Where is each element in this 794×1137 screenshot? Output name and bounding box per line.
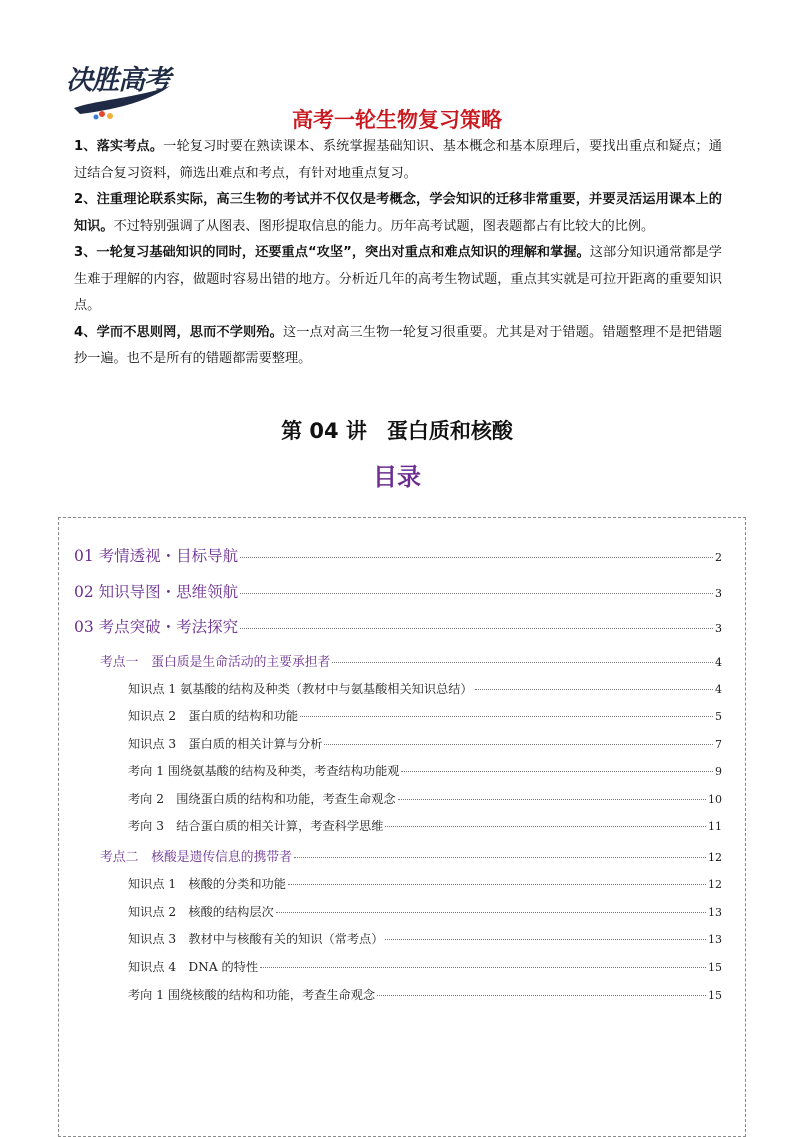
- strategy-text: 这一点对高三生物一轮复习很重要。尤其是对于错题。错题整理不是把错题抄一遍。也不是所有的错题都需要整理。: [74, 324, 722, 366]
- toc-entry-label: 考向 1 围绕核酸的结构和功能，考查生命观念: [128, 988, 376, 1002]
- toc-entry[interactable]: [100, 651, 722, 670]
- lecture-name: 蛋白质和核酸: [386, 419, 513, 443]
- toc-entry[interactable]: [128, 930, 722, 947]
- toc-leader-dots: [475, 689, 713, 690]
- strategy-text: 不过特别强调了从图表、图形提取信息的能力。历年高考试题，图表题都占有比较大的比例。: [113, 218, 655, 234]
- toc-entry[interactable]: [128, 958, 722, 975]
- toc-entry-label: 考向 2 围绕蛋白质的结构和功能，考查生命观念: [128, 792, 396, 806]
- toc-leader-dots: [240, 628, 713, 629]
- toc-entry[interactable]: [74, 615, 722, 637]
- toc-entry-label: 考点二 核酸是遗传信息的携带者: [100, 850, 292, 865]
- strategy-text: 一轮复习时要在熟读课本、系统掌握基础知识、基本概念和基本原理后，要找出重点和疑点；通过结合复习资料，筛选出难点和考点，有针对地重点复习。: [74, 139, 722, 181]
- strategy-text: 这部分知识通常都是学生难于理解的内容，做题时容易出错的地方。分析近几年的高考生物试题，重点其实就是可拉开距离的重要知识点。: [74, 245, 722, 313]
- toc-entry-label: 考向 3 结合蛋白质的相关计算，考查科学思维: [128, 819, 384, 833]
- toc-leader-dots: [260, 967, 706, 968]
- toc-entry-label: 知识点 2 蛋白质的结构和功能: [128, 709, 299, 723]
- toc-entry-page: 4: [715, 656, 722, 669]
- strategy-paragraph: [74, 187, 722, 240]
- toc-entry-page: 2: [715, 551, 722, 564]
- toc-leader-dots: [401, 771, 713, 772]
- toc-entry[interactable]: [128, 790, 722, 807]
- toc-entry-label: 01 考情透视・目标导航: [74, 547, 239, 565]
- strategy-heading: 2、注重理论联系实际，高三生物的考试并不仅仅是考概念，学会知识的迁移非常重要，并要灵活运用课本上的知识。: [74, 192, 722, 234]
- strategy-heading: 1、落实考点。: [74, 139, 164, 154]
- toc-entry-label: 知识点 3 教材中与核酸有关的知识（常考点）: [128, 932, 384, 946]
- toc-leader-dots: [398, 799, 706, 800]
- toc-entry-label: 02 知识导图・思维领航: [74, 583, 239, 601]
- toc-entry[interactable]: [100, 846, 722, 865]
- lecture-title: [0, 415, 794, 445]
- lecture-number: 第 04 讲: [281, 419, 367, 443]
- strategy-paragraph: [74, 320, 722, 373]
- toc-leader-dots: [332, 662, 713, 663]
- toc-entry-label: 知识点 1 核酸的分类和功能: [128, 877, 286, 891]
- toc-entry-label: 03 考点突破・考法探究: [74, 618, 239, 636]
- toc-leader-dots: [288, 884, 706, 885]
- toc-entry-page: 3: [715, 622, 722, 635]
- toc-leader-dots: [324, 744, 713, 745]
- toc-entry[interactable]: [74, 544, 722, 566]
- toc-title: 目录: [373, 463, 421, 491]
- toc-leader-dots: [385, 826, 706, 827]
- toc-entry-page: 12: [708, 878, 722, 891]
- toc-entry-label: 知识点 2 核酸的结构层次: [128, 905, 274, 919]
- toc-entry-page: 7: [715, 738, 722, 751]
- toc-entry[interactable]: [128, 735, 722, 752]
- toc-entry[interactable]: [128, 680, 722, 697]
- toc-entry-page: 4: [715, 683, 722, 696]
- strategy-paragraph: [74, 134, 722, 187]
- toc-entry[interactable]: [128, 875, 722, 892]
- toc-entry-page: 3: [715, 587, 722, 600]
- logo-text: 决胜高考: [66, 65, 170, 96]
- strategy-heading: 4、学而不思则罔，思而不学则殆。: [74, 324, 283, 340]
- toc-entry-page: 11: [708, 820, 722, 833]
- toc-entry-page: 9: [715, 765, 722, 778]
- toc-entry[interactable]: [128, 986, 722, 1003]
- strategy-paragraph: [74, 240, 722, 320]
- toc-leader-dots: [240, 557, 713, 558]
- toc-leader-dots: [385, 939, 706, 940]
- toc-leader-dots: [377, 995, 706, 996]
- toc-entry[interactable]: [128, 707, 722, 724]
- strategy-heading: 3、一轮复习基础知识的同时，还要重点“攻坚”，突出对重点和难点知识的理解和掌握。: [74, 245, 590, 260]
- banner-title: 高考一轮生物复习策略: [292, 108, 502, 132]
- toc-entry-page: 12: [708, 851, 722, 864]
- toc-entry[interactable]: [74, 580, 722, 602]
- toc-entry-label: 知识点 1 氨基酸的结构及种类（教材中与氨基酸相关知识总结）: [128, 682, 473, 696]
- toc-leader-dots: [276, 912, 706, 913]
- toc-entry-page: 13: [708, 906, 722, 919]
- toc-entry-label: 考向 1 围绕氨基酸的结构及种类，考查结构功能观: [128, 764, 400, 778]
- toc-leader-dots: [300, 716, 713, 717]
- toc-entry-page: 15: [708, 961, 722, 974]
- toc-entry-label: 知识点 4 DNA 的特性: [128, 960, 259, 974]
- toc-entry-page: 10: [708, 793, 722, 806]
- toc-entry-page: 15: [708, 989, 722, 1002]
- toc-entry[interactable]: [128, 903, 722, 920]
- toc-leader-dots: [240, 593, 713, 594]
- toc-entry-page: 13: [708, 933, 722, 946]
- strategy-section: [74, 134, 722, 373]
- toc-entry-page: 5: [715, 710, 722, 723]
- toc-entry-label: 知识点 3 蛋白质的相关计算与分析: [128, 737, 323, 751]
- toc-leader-dots: [294, 857, 706, 858]
- toc-entry[interactable]: [128, 817, 722, 834]
- toc-entry[interactable]: [128, 762, 722, 779]
- toc-entry-label: 考点一 蛋白质是生命活动的主要承担者: [100, 655, 331, 670]
